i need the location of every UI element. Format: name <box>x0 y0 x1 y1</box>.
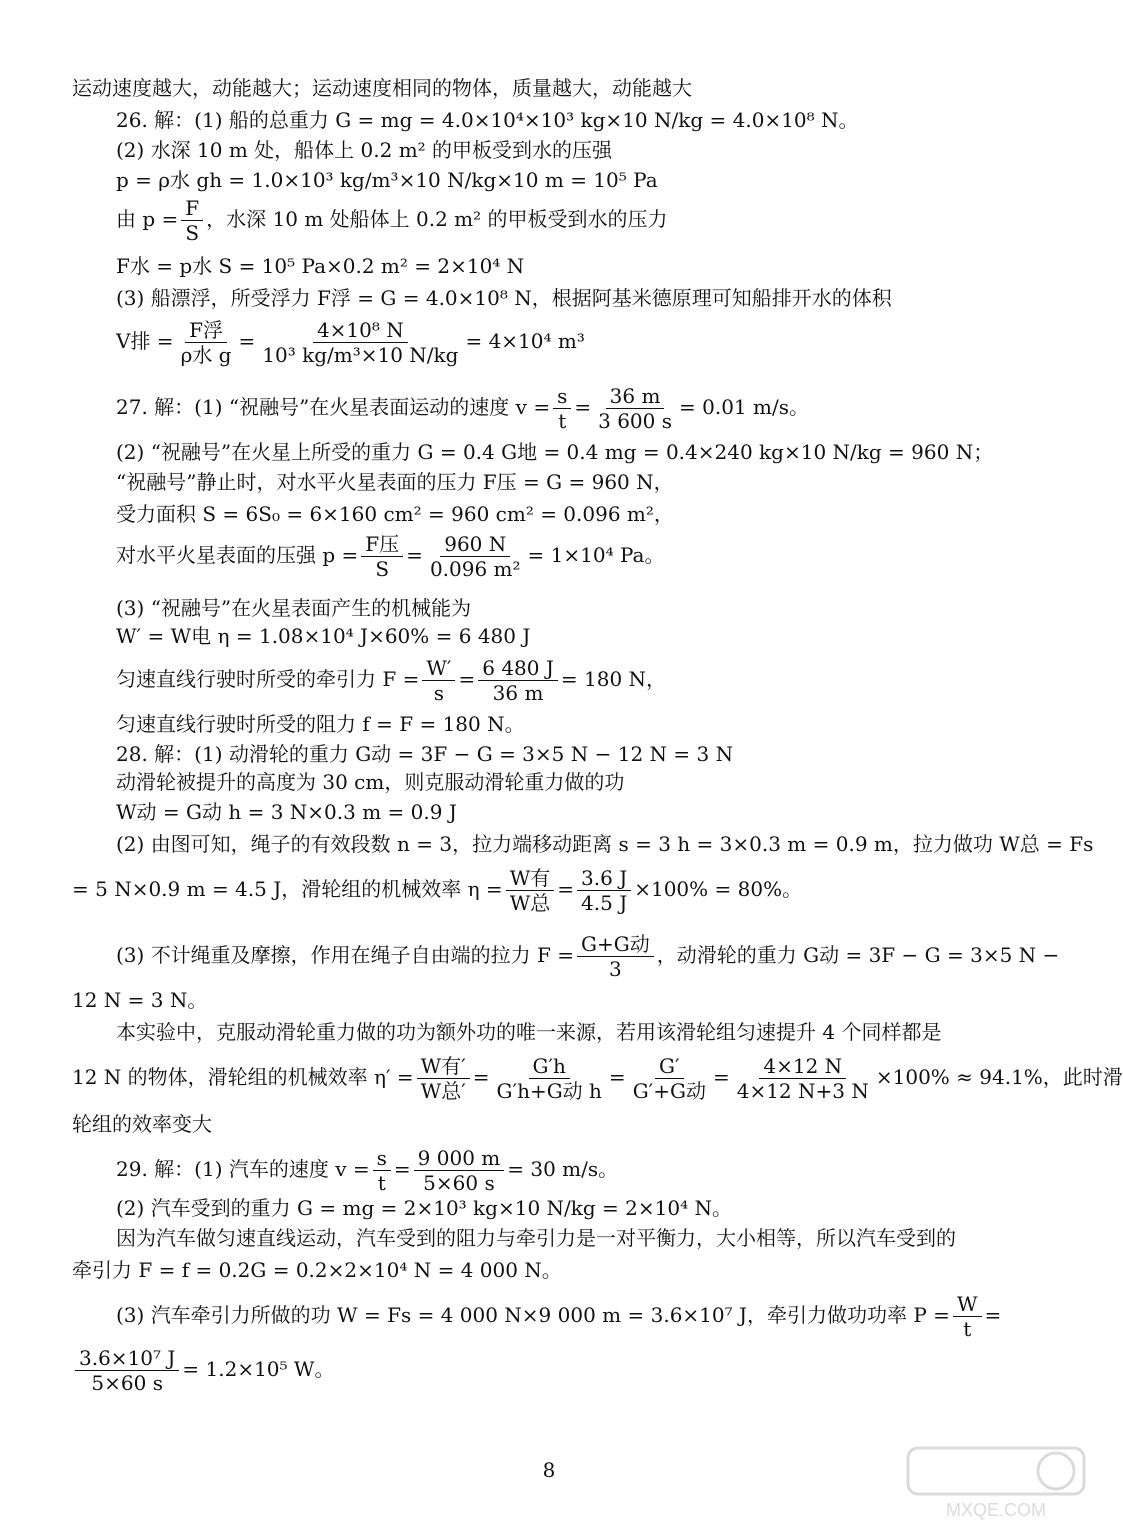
text-line: 牵引力 F = f = 0.2G = 0.2×2×10⁴ N = 4 000 N。 <box>72 1258 562 1282</box>
fraction: $\frac{G'h}{\text{G′h+G动 h}}$ <box>496 1054 602 1103</box>
fraction: $\frac{\text{F浮}}{\text{ρ水 g}}$ <box>180 318 232 367</box>
fraction: $\frac{4\times 12 N}{4\times 12 N+3 N}$ <box>736 1054 869 1103</box>
q29-part3: (3) 汽车牵引力所做的功 W = Fs = 4 000 N×9 000 m = 3.6×10⁷ J，牵引力做功功率 P = $\frac{W}{t}$ = <box>116 1292 1002 1341</box>
fraction: $\frac{\text{W有}}{\text{W总}}$ <box>506 866 555 915</box>
text-line: 12 N = 3 N。 <box>72 988 208 1012</box>
volume-formula: V排 = $\frac{\text{F浮}}{\text{ρ水 g}}$ = $\frac{\text{4×10⁸ N}}{\text{10³ kg/m³×10 N/kg}}$ = 4×10⁴ m³ <box>116 318 585 367</box>
fraction: $\frac{3.6 J}{4.5 J}$ <box>577 866 631 915</box>
text-line: W动 = G动 h = 3 N×0.3 m = 0.9 J <box>116 800 457 824</box>
force-formula: F水 = p水 S = 10⁵ Pa×0.2 m² = 2×10⁴ N <box>116 254 525 278</box>
q27-part1: 27. 解：(1) “祝融号”在火星表面运动的速度 v = $\frac{s}{t}$ = $\frac{36 m}{3 600 s}$ = 0.01 m/s。 <box>116 384 809 433</box>
page-number: 8 <box>542 1458 556 1482</box>
efficiency-line: = 5 N×0.9 m = 4.5 J，滑轮组的机械效率 η = $\frac{\text{W有}}{\text{W总}}$ = $\frac{3.6 J}{4.5 J}$ ×100% = 80%。 <box>72 866 803 915</box>
fraction: $\frac{s}{t}$ <box>553 384 571 433</box>
text-line: “祝融号”静止时，对水平火星表面的压力 F压 = G = 960 N， <box>116 470 674 494</box>
efficiency-new-line: 12 N 的物体，滑轮组的机械效率 η′ = $\frac{\text{W有′}}{\text{W总′}}$ = $\frac{G'h}{\text{G′h+G动 h}}$ = $\frac{G'}{\text{G′+G动}}$ = $\frac{4\times 12 N}{4\times 12 N+3 N}$ ×100% ≈ 94.1%，此时滑 <box>72 1054 1123 1103</box>
fraction: $\frac{960 N}{\text{0.096 m²}}$ <box>429 532 521 581</box>
q26-part1: 26. 解：(1) 船的总重力 G = mg = 4.0×10⁴×10³ kg×10 N/kg = 4.0×10⁸ N。 <box>116 108 859 132</box>
text-line: 因为汽车做匀速直线运动，汽车受到的阻力与牵引力是一对平衡力，大小相等，所以汽车受到的 <box>116 1226 956 1250</box>
q28-part1: 28. 解：(1) 动滑轮的重力 G动 = 3F − G = 3×5 N − 12 N = 3 N <box>116 742 734 766</box>
watermark-logo <box>906 1444 1086 1524</box>
fraction: $\frac{\text{G+G动}}{3}$ <box>577 932 654 981</box>
q27-part2: (2) “祝融号”在火星上所受的重力 G = 0.4 G地 = 0.4 mg = 0.4×240 kg×10 N/kg = 960 N； <box>116 440 994 464</box>
text-line: 动滑轮被提升的高度为 30 cm，则克服动滑轮重力做的功 <box>116 770 625 794</box>
fraction: $\frac{F}{S}$ <box>181 196 203 245</box>
q28-part3: (3) 不计绳重及摩擦，作用在绳子自由端的拉力 F = $\frac{\text{G+G动}}{3}$ ，动滑轮的重力 G动 = 3F − G = 3×5 N − <box>116 932 1060 981</box>
fraction: $\frac{6 480 J}{36 m}$ <box>478 656 558 705</box>
text-line: W′ = W电 η = 1.08×10⁴ J×60% = 6 480 J <box>116 624 531 648</box>
text-line: 轮组的效率变大 <box>72 1112 212 1136</box>
q29-part1: 29. 解：(1) 汽车的速度 v = $\frac{s}{t}$ = $\frac{9 000 m}{5\times 60 s}$ = 30 m/s。 <box>116 1146 619 1195</box>
q26-part2: (2) 水深 10 m 处，船体上 0.2 m² 的甲板受到水的压强 <box>116 138 613 162</box>
traction-force: 匀速直线行驶时所受的牵引力 F = $\frac{W'}{s}$ = $\frac{6 480 J}{36 m}$ = 180 N， <box>116 656 667 705</box>
pressure-formula: p = ρ水 gh = 1.0×10³ kg/m³×10 N/kg×10 m = 10⁵ Pa <box>116 168 658 192</box>
text-line: 匀速直线行驶时所受的阻力 f = F = 180 N。 <box>116 712 525 736</box>
text-line: 运动速度越大，动能越大；运动速度相同的物体，质量越大，动能越大 <box>72 76 692 100</box>
q27-part3: (3) “祝融号”在火星表面产生的机械能为 <box>116 596 472 620</box>
svg-text:MXQE.COM: MXQE.COM <box>945 1500 1047 1520</box>
q29-part2: (2) 汽车受到的重力 G = mg = 2×10³ kg×10 N/kg = 2×10⁴ N。 <box>116 1196 732 1220</box>
fraction: $\frac{\text{4×10⁸ N}}{\text{10³ kg/m³×10 N/kg}}$ <box>262 318 459 367</box>
text-line: 受力面积 S = 6S₀ = 6×160 cm² = 960 cm² = 0.096 m²， <box>116 502 674 526</box>
power-result: $\frac{\text{3.6×10⁷ J}}{5\times 60 s}$ = 1.2×10⁵ W。 <box>72 1346 334 1395</box>
text-line: 本实验中，克服动滑轮重力做的功为额外功的唯一来源，若用该滑轮组匀速提升 4 个同样都是 <box>116 1020 942 1044</box>
fraction: $\frac{\text{F压}}{S}$ <box>361 532 403 581</box>
fraction: $\frac{\text{3.6×10⁷ J}}{5\times 60 s}$ <box>75 1346 179 1395</box>
q26-part3: (3) 船漂浮，所受浮力 F浮 = G = 4.0×10⁸ N，根据阿基米德原理可知船排开水的体积 <box>116 286 892 310</box>
fraction: $\frac{W'}{s}$ <box>422 656 455 705</box>
pressure-definition: 由 p = $\frac{F}{S}$ ，水深 10 m 处船体上 0.2 m² 的甲板受到水的压力 <box>116 196 668 245</box>
fraction: $\frac{9 000 m}{5\times 60 s}$ <box>414 1146 505 1195</box>
fraction: $\frac{W}{t}$ <box>953 1292 982 1341</box>
fraction: $\frac{36 m}{3 600 s}$ <box>598 384 672 433</box>
q28-part2: (2) 由图可知，绳子的有效段数 n = 3，拉力端移动距离 s = 3 h = 3×0.3 m = 0.9 m，拉力做功 W总 = Fs <box>116 832 1094 856</box>
fraction: $\frac{G'}{\text{G′+G动}}$ <box>632 1054 706 1103</box>
fraction: $\frac{s}{t}$ <box>373 1146 391 1195</box>
pressure-result: 对水平火星表面的压强 p = $\frac{\text{F压}}{S}$ = $\frac{960 N}{\text{0.096 m²}}$ = 1×10⁴ Pa。 <box>116 532 665 581</box>
fraction: $\frac{\text{W有′}}{\text{W总′}}$ <box>417 1054 470 1103</box>
